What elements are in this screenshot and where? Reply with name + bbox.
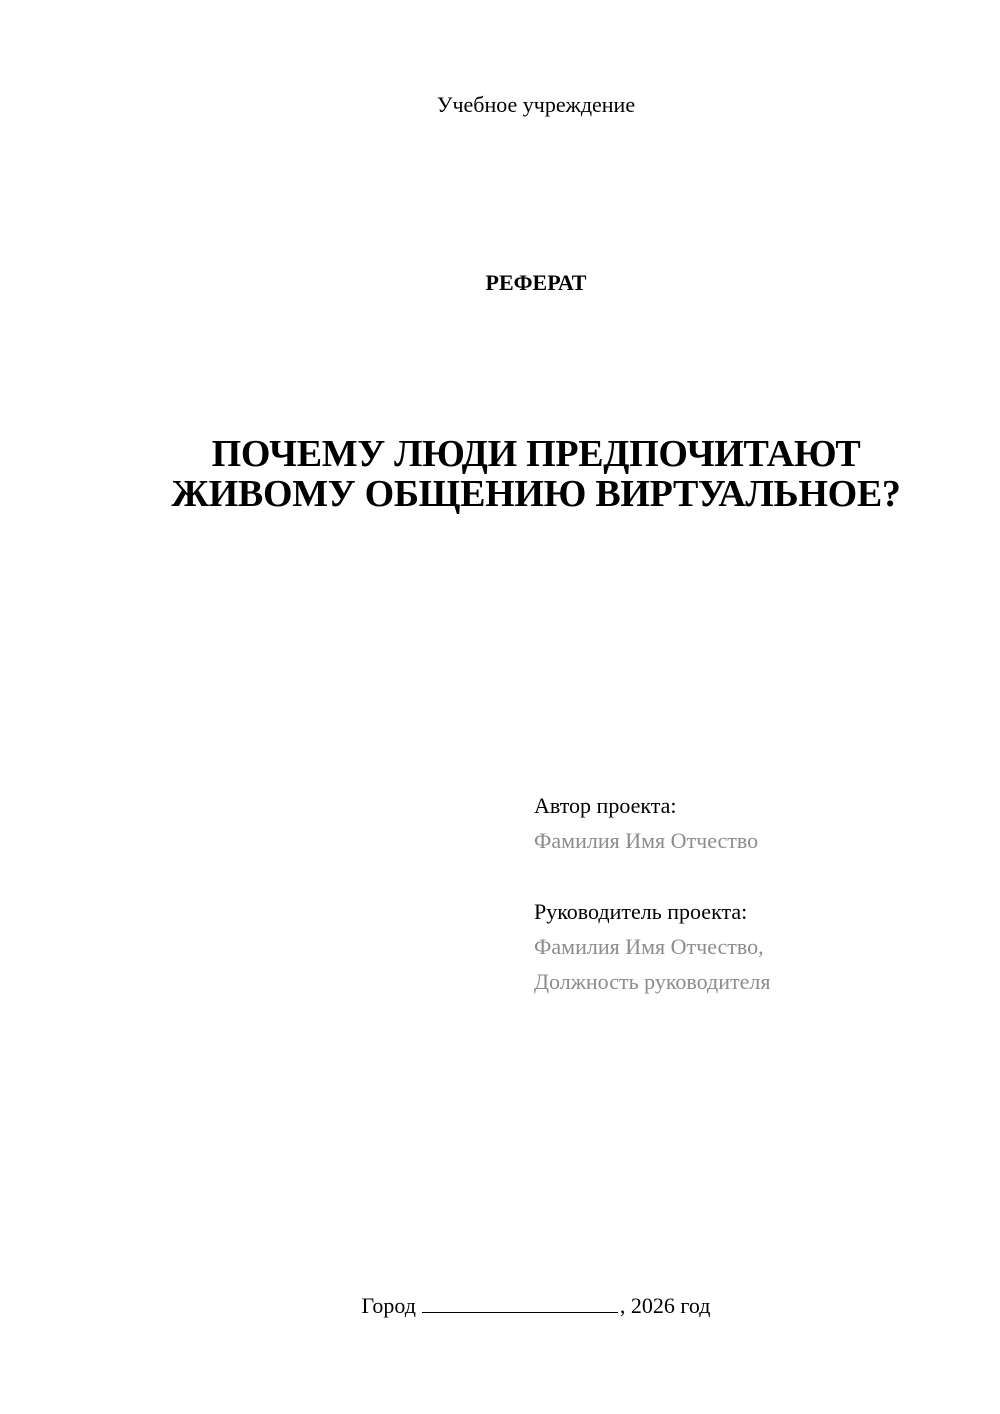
supervisor-label: Руководитель проекта: [534,899,748,924]
title-line-1: ПОЧЕМУ ЛЮДИ ПРЕДПОЧИТАЮТ [211,433,861,475]
city-label: Город [361,1293,416,1318]
document-type: РЕФЕРАТ [485,270,587,295]
author-label: Автор проекта: [534,793,677,818]
document-title [0,434,1000,514]
city-blank-line [422,1290,618,1313]
supervisor-position-placeholder: Должность руководителя [534,969,771,994]
year-text: , 2026 год [619,1293,711,1318]
authors-block [534,788,974,999]
author-name-placeholder: Фамилия Имя Отчество [534,828,759,853]
footer-city-year [0,1290,1000,1321]
supervisor-name-placeholder: Фамилия Имя Отчество, [534,934,764,959]
title-line-2: ЖИВОМУ ОБЩЕНИЮ ВИРТУАЛЬНОЕ? [171,473,901,515]
authors-spacer [534,858,974,894]
institution-name: Учебное учреждение [436,92,636,117]
